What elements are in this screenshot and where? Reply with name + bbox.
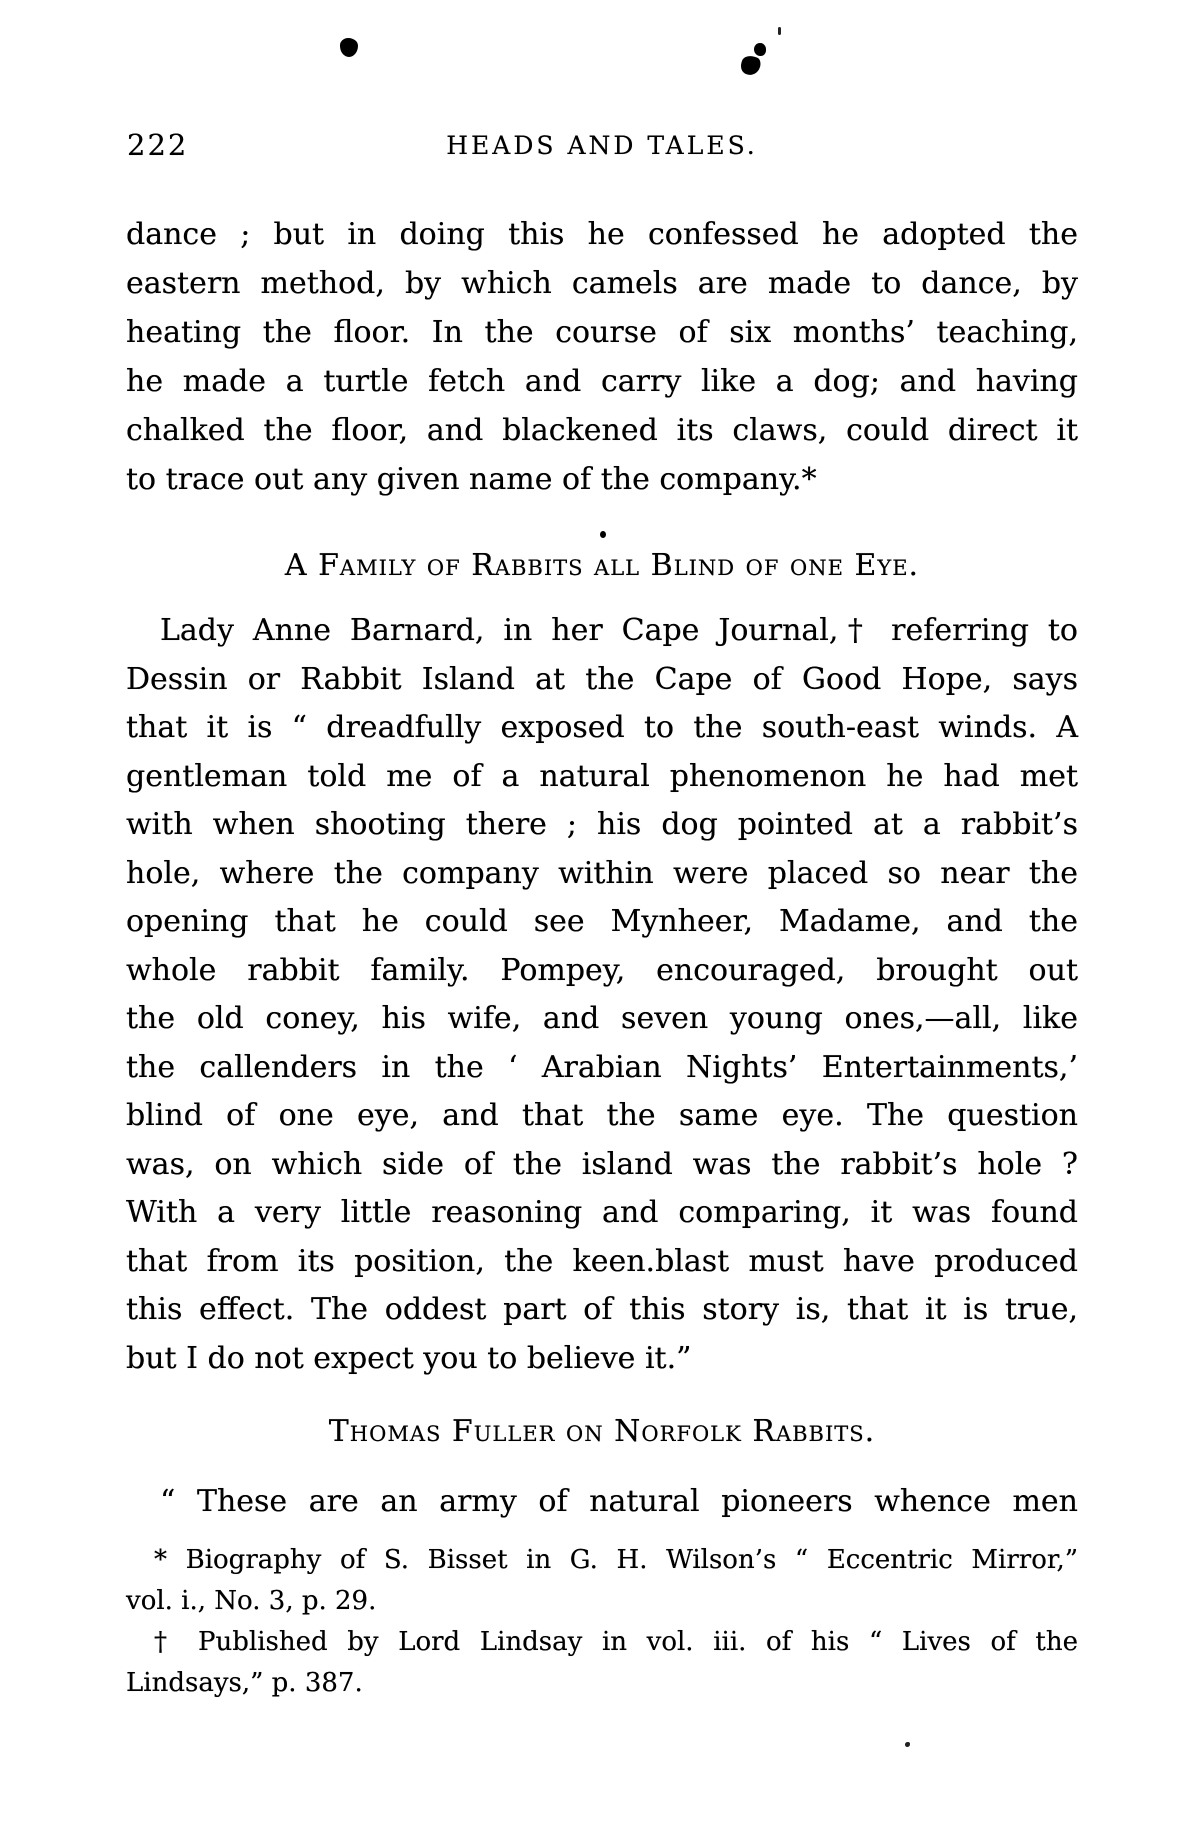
text-line: blind of one eye, and that the same eye. The question [126,1098,1078,1133]
text-line: * Biography of S. Bisset in G. H. Wilson’s “ Eccentric Mirror,” [154,1545,1078,1575]
text-line: Dessin or Rabbit Island at the Cape of Good Hope, says [126,661,1078,697]
ink-speck [778,27,781,35]
text-line: he made a turtle fetch and carry like a dog; and having [126,364,1078,399]
text-line: this effect. The oddest part of this story is, that it is true, [126,1292,1078,1327]
ink-speck [600,531,606,538]
text-line: With a very little reasoning and comparing, it was found [126,1195,1078,1230]
text-line: eastern method, by which camels are made to dance, by [126,266,1078,301]
ink-speck [754,43,766,56]
text-line: “ These are an army of natural pioneers whence men [160,1484,1078,1519]
text-line: hole, where the company within were placed so near the [126,855,1078,891]
text-line: chalked the floor, and blackened its claws, could direct it [126,413,1078,448]
ink-speck [905,1742,910,1747]
text-line: to trace out any given name of the company.* [126,462,817,497]
text-line: but I do not expect you to believe it.” [126,1340,692,1376]
footnotes-block [126,1540,1078,1704]
section-heading-thomas-fuller: Thomas Fuller on Norfolk Rabbits. [328,1414,876,1449]
text-line: that it is “ dreadfully exposed to the south-east winds. A [126,710,1078,745]
text-line: heating the floor. In the course of six months’ teaching, [126,315,1078,350]
ink-speck [340,38,358,57]
text-line: the old coney, his wife, and seven young ones,—all, like [126,1001,1078,1036]
text-line: Lady Anne Barnard, in her Cape Journal,† referring to [160,613,1078,648]
text-line: opening that he could see Mynheer, Madame, and the [126,904,1078,939]
section-heading-rabbits-blind: A Family of Rabbits all Blind of one Eye. [284,548,920,583]
text-line: vol. i., No. 3, p. 29. [126,1586,377,1616]
text-line: with when shooting there ; his dog pointed at a rabbit’s [126,807,1078,842]
text-line: dance ; but in doing this he confessed he adopted the [126,217,1078,252]
paragraph-lady-anne-barnard [126,607,1078,1383]
ink-speck [739,54,763,78]
text-line: † Published by Lord Lindsay in vol. iii. of his “ Lives of the [154,1627,1078,1657]
text-line: whole rabbit family. Pompey, encouraged, brought out [126,952,1078,988]
page-number: 222 [127,128,189,162]
text-line: Lindsays,” p. 387. [126,1668,363,1698]
text-line: was, on which side of the island was the rabbit’s hole ? [126,1146,1078,1182]
text-line: the callenders in the ‘ Arabian Nights’ Entertainments,’ [126,1049,1078,1085]
paragraph-thomas-fuller [126,1478,1078,1526]
paragraph-turtle-intro [126,210,1078,504]
page-header [126,128,1078,168]
text-line: that from its position, the keen.blast must have produced [126,1243,1078,1279]
running-title: HEADS AND TALES. [446,131,758,160]
text-line: gentleman told me of a natural phenomenon he had met [126,758,1078,794]
